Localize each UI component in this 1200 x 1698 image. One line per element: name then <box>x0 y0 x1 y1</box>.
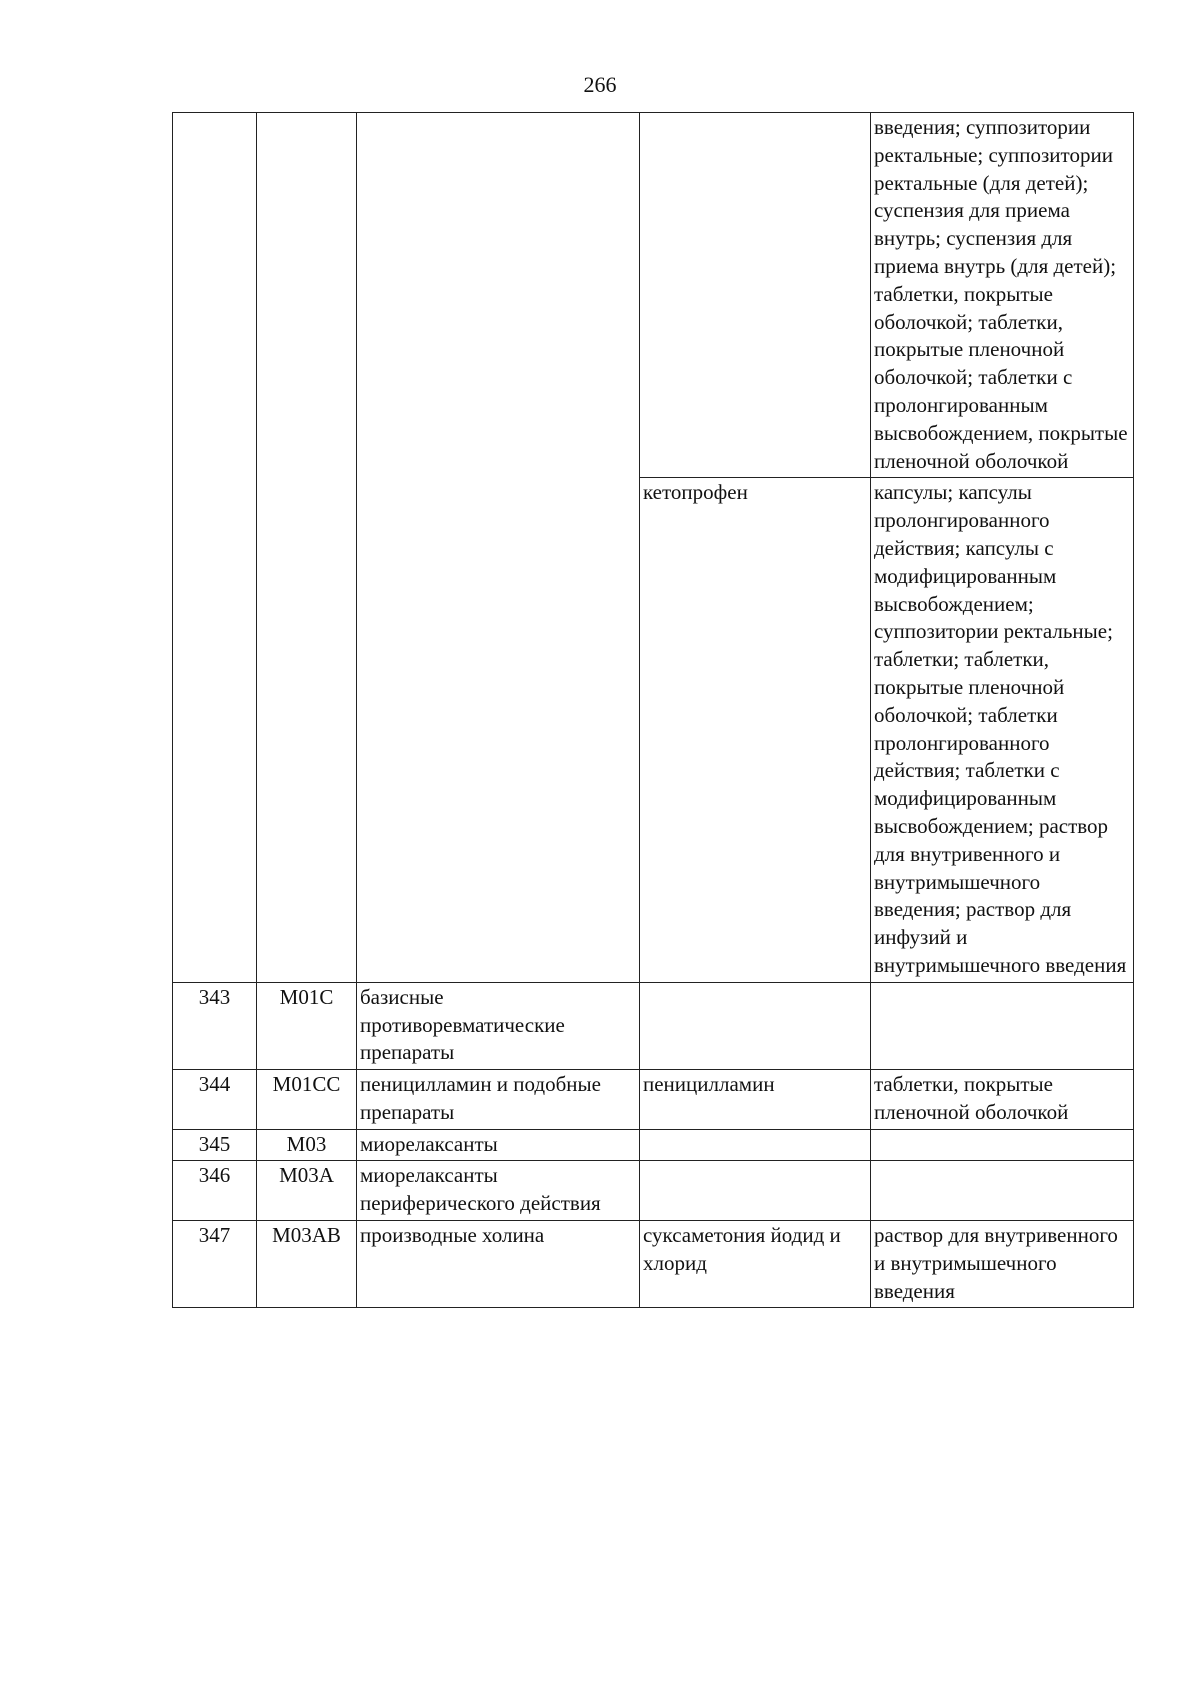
drug-name-cell <box>640 113 871 478</box>
group-name-cell: базисные противоревматические препараты <box>357 982 640 1069</box>
group-name-cell: производные холина <box>357 1221 640 1308</box>
group-name-cell <box>357 113 640 983</box>
row-number-cell: 344 <box>173 1070 257 1130</box>
table-row <box>173 1161 1134 1221</box>
atc-code-cell: M01CC <box>257 1070 357 1130</box>
atc-code-cell: M03AB <box>257 1221 357 1308</box>
dosage-form-cell: капсулы; капсулы пролонгированного действия; капсулы с модифицированным высвобождением; суппозитории ректальные; таблетки; таблетки, покрытые пленочной оболочкой; таблетки пролонгированного действия; таблетки с модифицированным высвобождением; раствор для внутривенного и внутримышечного введения; раствор для инфузий и внутримышечного введения <box>871 478 1134 982</box>
row-number-cell: 346 <box>173 1161 257 1221</box>
drug-name-cell: суксаметония йодид и хлорид <box>640 1221 871 1308</box>
row-number-cell: 345 <box>173 1129 257 1161</box>
dosage-form-cell <box>871 1129 1134 1161</box>
table-row <box>173 982 1134 1069</box>
atc-code-cell: M03 <box>257 1129 357 1161</box>
dosage-form-cell <box>871 982 1134 1069</box>
dosage-form-cell: введения; суппозитории ректальные; суппозитории ректальные (для детей); суспензия для приема внутрь; суспензия для приема внутрь (для детей); таблетки, покрытые оболочкой; таблетки, покрытые пленочной оболочкой; таблетки с пролонгированным высвобождением, покрытые пленочной оболочкой <box>871 113 1134 478</box>
row-number-cell: 347 <box>173 1221 257 1308</box>
table-row <box>173 1129 1134 1161</box>
group-name-cell: миорелаксанты <box>357 1129 640 1161</box>
drug-name-cell <box>640 1161 871 1221</box>
group-name-cell: миорелаксанты периферического действия <box>357 1161 640 1221</box>
table-row <box>173 113 1134 478</box>
table-row <box>173 1070 1134 1130</box>
group-name-cell: пеницилламин и подобные препараты <box>357 1070 640 1130</box>
drug-name-cell: пеницилламин <box>640 1070 871 1130</box>
row-number-cell: 343 <box>173 982 257 1069</box>
atc-code-cell: M03A <box>257 1161 357 1221</box>
dosage-form-cell: таблетки, покрытые пленочной оболочкой <box>871 1070 1134 1130</box>
table-row <box>173 1221 1134 1308</box>
medicines-table <box>172 112 1134 1308</box>
page-number: 266 <box>583 72 617 97</box>
atc-code-cell <box>257 113 357 983</box>
drug-name-cell <box>640 1129 871 1161</box>
drug-name-cell: кетопрофен <box>640 478 871 982</box>
row-number-cell <box>173 113 257 983</box>
drug-name-cell <box>640 982 871 1069</box>
dosage-form-cell <box>871 1161 1134 1221</box>
atc-code-cell: M01C <box>257 982 357 1069</box>
dosage-form-cell: раствор для внутривенного и внутримышечного введения <box>871 1221 1134 1308</box>
